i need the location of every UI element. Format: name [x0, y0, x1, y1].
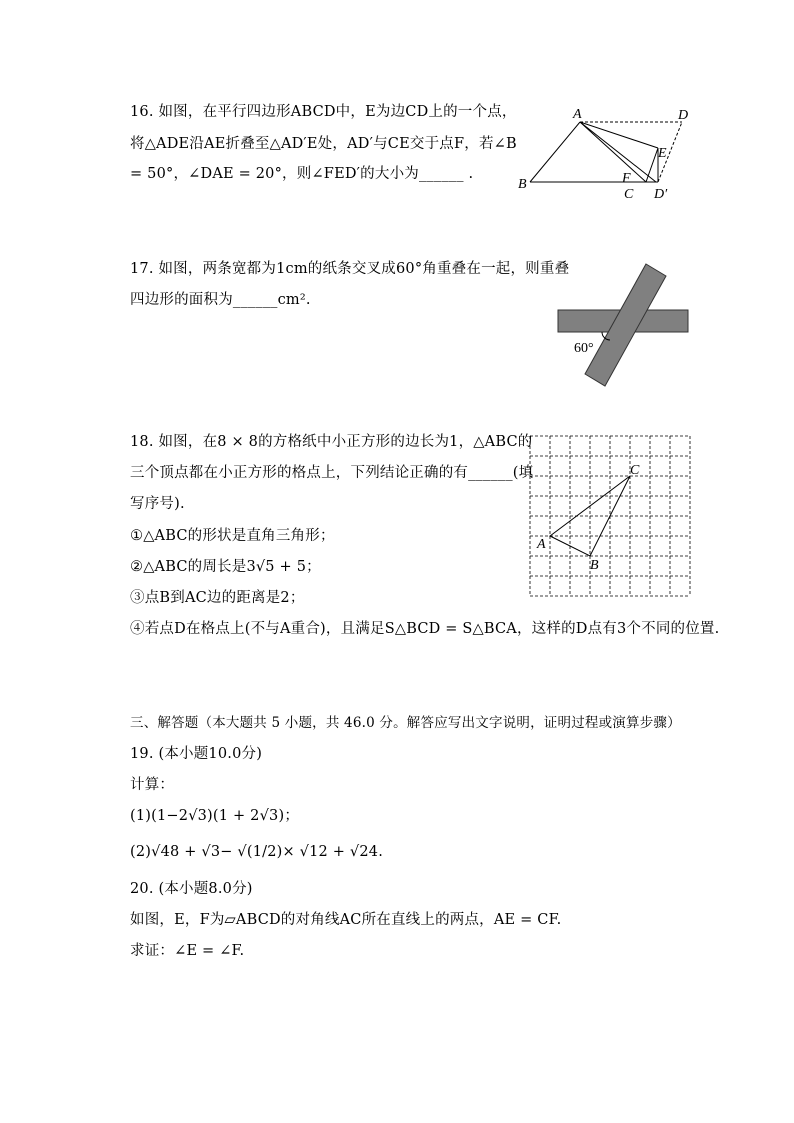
q17-figure [550, 258, 695, 393]
q18-item-3: ③点B到AC边的距离是2； [130, 590, 305, 606]
q18-item-1: ①△ABC的形状是直角三角形； [130, 528, 335, 544]
section-3-heading: 三、解答题（本大题共 5 小题，共 46.0 分。解答应写出文字说明，证明过程或演算步骤） [130, 715, 681, 731]
q16-label-c: C [624, 187, 634, 202]
q18-label-c: C [630, 463, 640, 478]
q16-figure [510, 104, 700, 204]
q16-label-b: B [518, 177, 527, 192]
q18-grid-figure [520, 430, 695, 600]
q16-label-a: A [573, 107, 582, 122]
q18-line-2: 三个顶点都在小正方形的格点上，下列结论正确的有______(填 [130, 465, 534, 481]
q18-item-4: ④若点D在格点上(不与A重合)，且满足S△BCD = S△BCA，这样的D点有3个不同的位置. [130, 621, 720, 637]
q18-item-2: ②△ABC的周长是3√5 + 5； [130, 559, 321, 575]
q17-angle-label: 60° [574, 341, 594, 356]
q17-line-2: 四边形的面积为______cm². [130, 292, 311, 308]
q19-part-2: (2)√48 + √3− √(1/2)× √12 + √24. [130, 844, 384, 860]
q20-line-1: 如图，E，F为▱ABCD的对角线AC所在直线上的两点，AE = CF. [130, 912, 562, 928]
q17-line-1: 17. 如图，两条宽都为1cm的纸条交叉成60°角重叠在一起，则重叠 [130, 261, 570, 277]
q16-line-2: 将△ADE沿AE折叠至△AD′E处，AD′与CE交于点F，若∠B [130, 136, 517, 152]
q16-line-3: = 50°，∠DAE = 20°，则∠FED′的大小为______ . [130, 166, 474, 182]
q19-intro: 计算： [130, 777, 175, 793]
q19-title: 19. (本小题10.0分) [130, 746, 263, 762]
q16-label-d: D [678, 108, 689, 123]
q18-label-a: A [537, 537, 546, 552]
q16-label-d-prime: D′ [654, 187, 668, 202]
q16-label-f: F [622, 171, 631, 186]
q20-title: 20. (本小题8.0分) [130, 881, 253, 897]
q18-label-b: B [590, 558, 599, 573]
q16-label-e: E [658, 146, 667, 161]
q19-part-1: (1)(1−2√3)(1 + 2√3)； [130, 808, 300, 824]
q20-line-2: 求证：∠E = ∠F. [130, 943, 245, 959]
q16-line-1: 16. 如图，在平行四边形ABCD中，E为边CD上的一个点， [130, 104, 517, 120]
q18-line-3: 写序号). [130, 496, 185, 512]
q18-line-1: 18. 如图，在8 × 8的方格纸中小正方形的边长为1，△ABC的 [130, 434, 533, 450]
